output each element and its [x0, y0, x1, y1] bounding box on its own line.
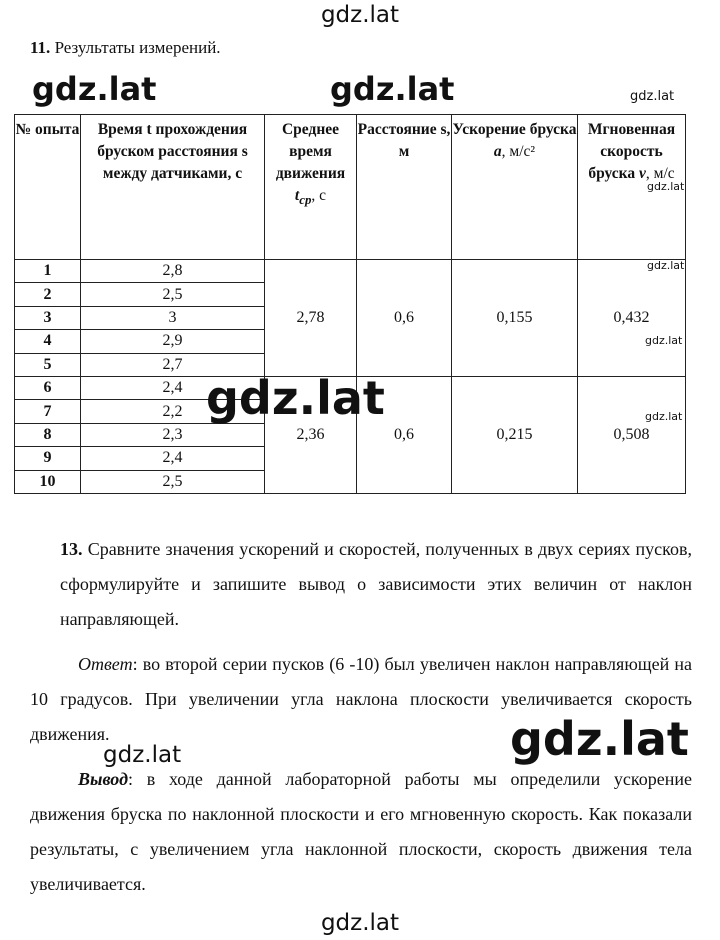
series-2-acceleration: 0,215	[452, 376, 578, 493]
header-acceleration-symbol: a	[493, 143, 502, 160]
watermark-small-2: gdz.lat	[647, 259, 685, 272]
row-time: 2,9	[81, 330, 265, 353]
row-number: 6	[15, 376, 81, 399]
row-time: 2,5	[81, 283, 265, 306]
watermark-mid-left: gdz.lat	[103, 742, 182, 768]
row-time: 2,3	[81, 423, 265, 446]
conclusion-text: : в ходе данной лабораторной работы мы определили ускорение движения бруска по наклонной плоскости и его мгновенную скорость. Как показали результаты, с увеличением угла наклонной плоскости, скорость движения тела увеличивается.	[30, 769, 692, 894]
section-11-title: Результаты измерений.	[54, 38, 221, 57]
header-average-time	[265, 115, 357, 260]
row-time: 3	[81, 306, 265, 329]
header-velocity-label: Мгновенная скорость бруска	[587, 121, 676, 182]
answer-text: : во второй серии пусков (6 -10) был увеличен наклон направляющей на 10 градусов. При увеличении угла наклона плоскости увеличивается скорость движения.	[30, 654, 692, 744]
watermark-small-right: gdz.lat	[630, 89, 675, 104]
series-1-acceleration: 0,155	[452, 260, 578, 377]
header-velocity-symbol: v	[639, 165, 646, 182]
watermark-big-left: gdz.lat	[32, 70, 157, 108]
header-average-time-symbol: t	[294, 187, 300, 204]
header-average-time-unit: , с	[311, 187, 327, 204]
series-1-average-time: 2,78	[265, 260, 357, 377]
conclusion-paragraph	[30, 762, 692, 902]
row-number: 7	[15, 400, 81, 423]
header-time: Время t прохождения бруском расстояния s между датчиками, с	[81, 115, 265, 260]
row-time: 2,2	[81, 400, 265, 423]
header-average-time-sub: ср	[299, 192, 312, 208]
row-time: 2,5	[81, 470, 265, 493]
section-11-heading	[30, 38, 221, 58]
header-acceleration-label: Ускорение бруска	[452, 121, 577, 138]
row-number: 2	[15, 283, 81, 306]
row-number: 10	[15, 470, 81, 493]
row-time: 2,8	[81, 260, 265, 283]
watermark-big-right: gdz.lat	[510, 712, 689, 766]
row-time: 2,7	[81, 353, 265, 376]
watermark-small-1: gdz.lat	[647, 180, 685, 193]
watermark-small-3: gdz.lat	[645, 334, 683, 347]
answer-label: Ответ	[78, 654, 133, 674]
table-header-row	[15, 115, 686, 260]
series-1-velocity: 0,432	[578, 260, 686, 377]
header-average-time-label: Среднее время движения	[275, 121, 346, 182]
row-number: 8	[15, 423, 81, 446]
header-experiment-number: № опыта	[15, 115, 81, 260]
row-number: 5	[15, 353, 81, 376]
watermark-bottom: gdz.lat	[320, 910, 400, 936]
header-velocity-unit: , м/с	[645, 165, 675, 182]
series-2-velocity: 0,508	[578, 376, 686, 493]
section-13-question	[60, 532, 692, 637]
section-13-question-text: Сравните значения ускорений и скоростей, полученных в двух сериях пусков, сформулируйте и запишите вывод о зависимости этих величин от наклон направляющей.	[60, 539, 693, 629]
row-number: 4	[15, 330, 81, 353]
results-table	[14, 114, 686, 494]
row-time: 2,4	[81, 376, 265, 399]
series-1-distance: 0,6	[357, 260, 452, 377]
conclusion-label: Вывод	[78, 769, 128, 789]
series-2-distance: 0,6	[357, 376, 452, 493]
header-acceleration	[452, 115, 578, 260]
row-number: 3	[15, 306, 81, 329]
header-acceleration-unit: , м/с²	[501, 143, 536, 160]
series-2-average-time: 2,36	[265, 376, 357, 493]
section-11-number: 11.	[30, 38, 51, 57]
watermark-small-4: gdz.lat	[645, 410, 683, 423]
row-number: 9	[15, 447, 81, 470]
row-number: 1	[15, 260, 81, 283]
section-13-number: 13.	[60, 539, 83, 559]
watermark-top: gdz.lat	[320, 2, 400, 28]
watermark-center: gdz.lat	[206, 371, 385, 425]
watermark-big-mid: gdz.lat	[330, 70, 455, 108]
table-row	[15, 260, 686, 283]
header-distance: Расстояние s, м	[357, 115, 452, 260]
row-time: 2,4	[81, 447, 265, 470]
